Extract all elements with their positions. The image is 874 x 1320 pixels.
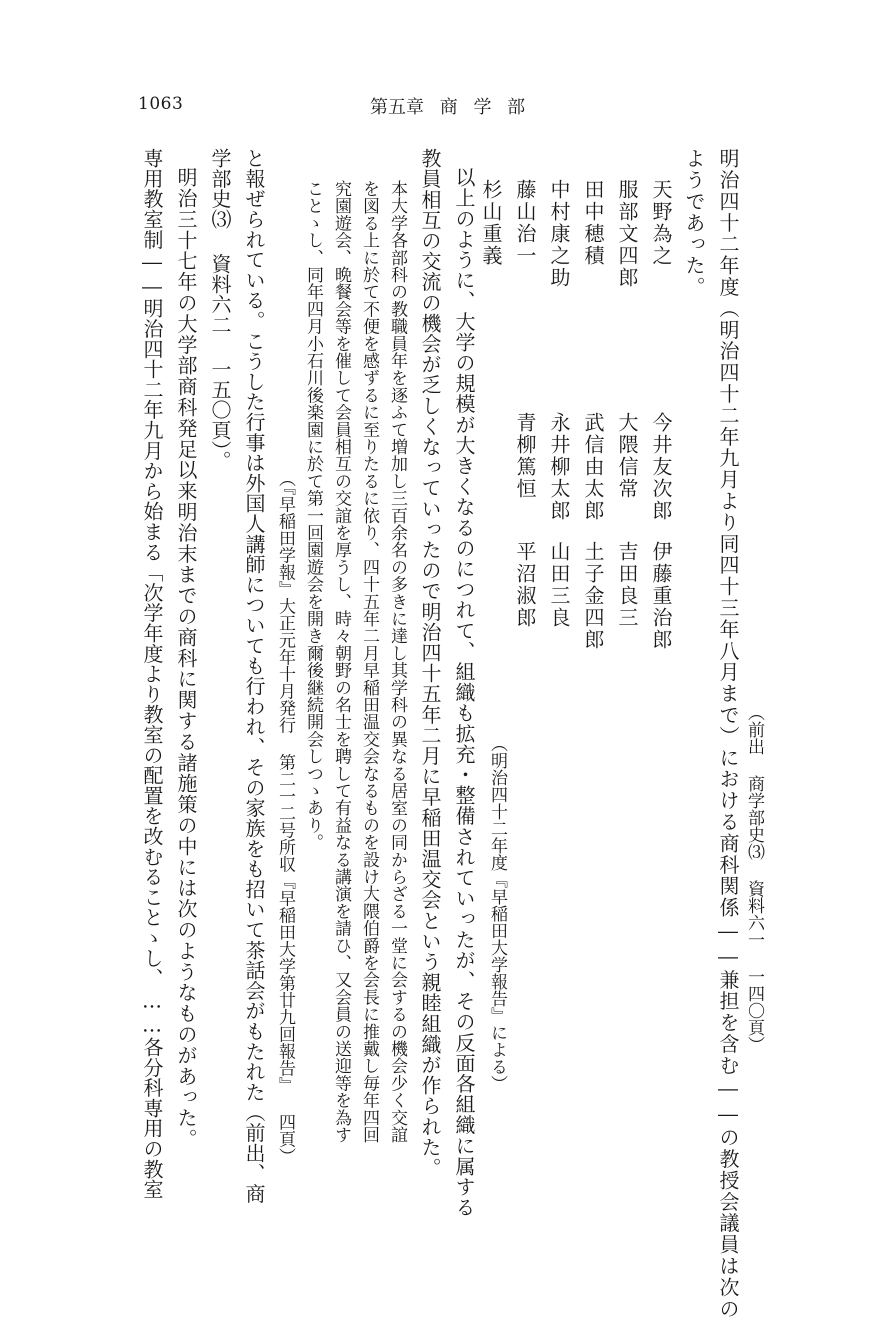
faculty-name: 武信由太郎 bbox=[581, 412, 605, 522]
text-column: ようであった。 bbox=[682, 148, 706, 298]
faculty-name: 中村康之助 bbox=[547, 179, 571, 289]
citation-line: （前出 商学部史⑶ 資料六一 一四〇頁） bbox=[744, 704, 764, 1053]
quote-column: 本大学各部科の教職員年を逐ふて増加し三百余名の多きに達し其学科の異なる居室の同からざる一堂に会するの機会少く交誼 bbox=[387, 180, 407, 1144]
text-column: と報ぜられている。こうした行事は外国人講師についても行われ、その家族をも招いて茶話会がもたれた（前出、商 bbox=[242, 148, 266, 1204]
text-column: 専用教室制――明治四十二年九月から始まる「次学年度より教室の配置を改むることゝし、……各分科専用の教室 bbox=[140, 148, 164, 1200]
text-column: 明治三十七年の大学部商科発足以来明治末までの商科に関する諸施策の中には次のようなものがあった。 bbox=[174, 167, 198, 1150]
text-column: 明治四十二年度（明治四十二年九月より同四十三年八月まで）における商科関係――兼担を含む――の教授会議員は次の bbox=[716, 148, 740, 1320]
faculty-name: 土子金四郎 bbox=[581, 541, 605, 651]
faculty-name: 田中穂積 bbox=[581, 179, 605, 267]
faculty-name: 平沼淑郎 bbox=[513, 541, 537, 629]
faculty-name: 今井友次郎 bbox=[649, 412, 673, 522]
faculty-name: 杉山重義 bbox=[479, 179, 503, 267]
faculty-name: 大隈信常 bbox=[615, 412, 639, 500]
quote-column: ことゝし、同年四月小石川後楽園に於て第一回園遊会を開き爾後継続開会しつゝあり。 bbox=[303, 180, 323, 851]
text-column: 学部史⑶ 資料六二 一五〇頁）。 bbox=[208, 148, 232, 471]
citation-line: （『早稲田学報』大正元年十月発行 第二一二号所収『早稲田大学第廿九回報告』 四頁） bbox=[275, 470, 295, 1165]
running-title: 第五章 商 学 部 bbox=[370, 97, 526, 118]
faculty-name: 伊藤重治郎 bbox=[649, 541, 673, 651]
faculty-name: 天野為之 bbox=[649, 179, 673, 267]
faculty-name: 永井柳太郎 bbox=[547, 412, 571, 522]
faculty-name: 藤山治一 bbox=[513, 179, 537, 267]
faculty-name: 吉田良三 bbox=[615, 541, 639, 629]
faculty-name: 山田三良 bbox=[547, 541, 571, 629]
faculty-name: 服部文四郎 bbox=[615, 179, 639, 289]
text-column: 教員相互の交流の機会が乏しくなっていったので明治四十五年二月に早稲田温交会という親睦組織が作られた。 bbox=[418, 148, 442, 1178]
text-column: 以上のように、大学の規模が大きくなるのにつれて、組織も拡充・整備されていったが、その反面各組織に属する bbox=[452, 167, 476, 1218]
quote-column: 究園遊会、晩餐会等を催して会員相互の交誼を厚うし、時々朝野の名士を聘して有益なる講演を請ひ、又会員の送迎等を為す bbox=[331, 180, 351, 1144]
page-number: 1063 bbox=[138, 94, 184, 114]
source-note: （明治四十二年度『早稲田大学報告』による） bbox=[487, 735, 507, 1092]
faculty-name: 青柳篤恒 bbox=[513, 412, 537, 500]
quote-column: を図る上に於て不便を感ずるに至りたるに依り、四十五年二月早稲田温交会なるものを設け大隈伯爵を会長に推戴し毎年四回 bbox=[359, 180, 379, 1144]
